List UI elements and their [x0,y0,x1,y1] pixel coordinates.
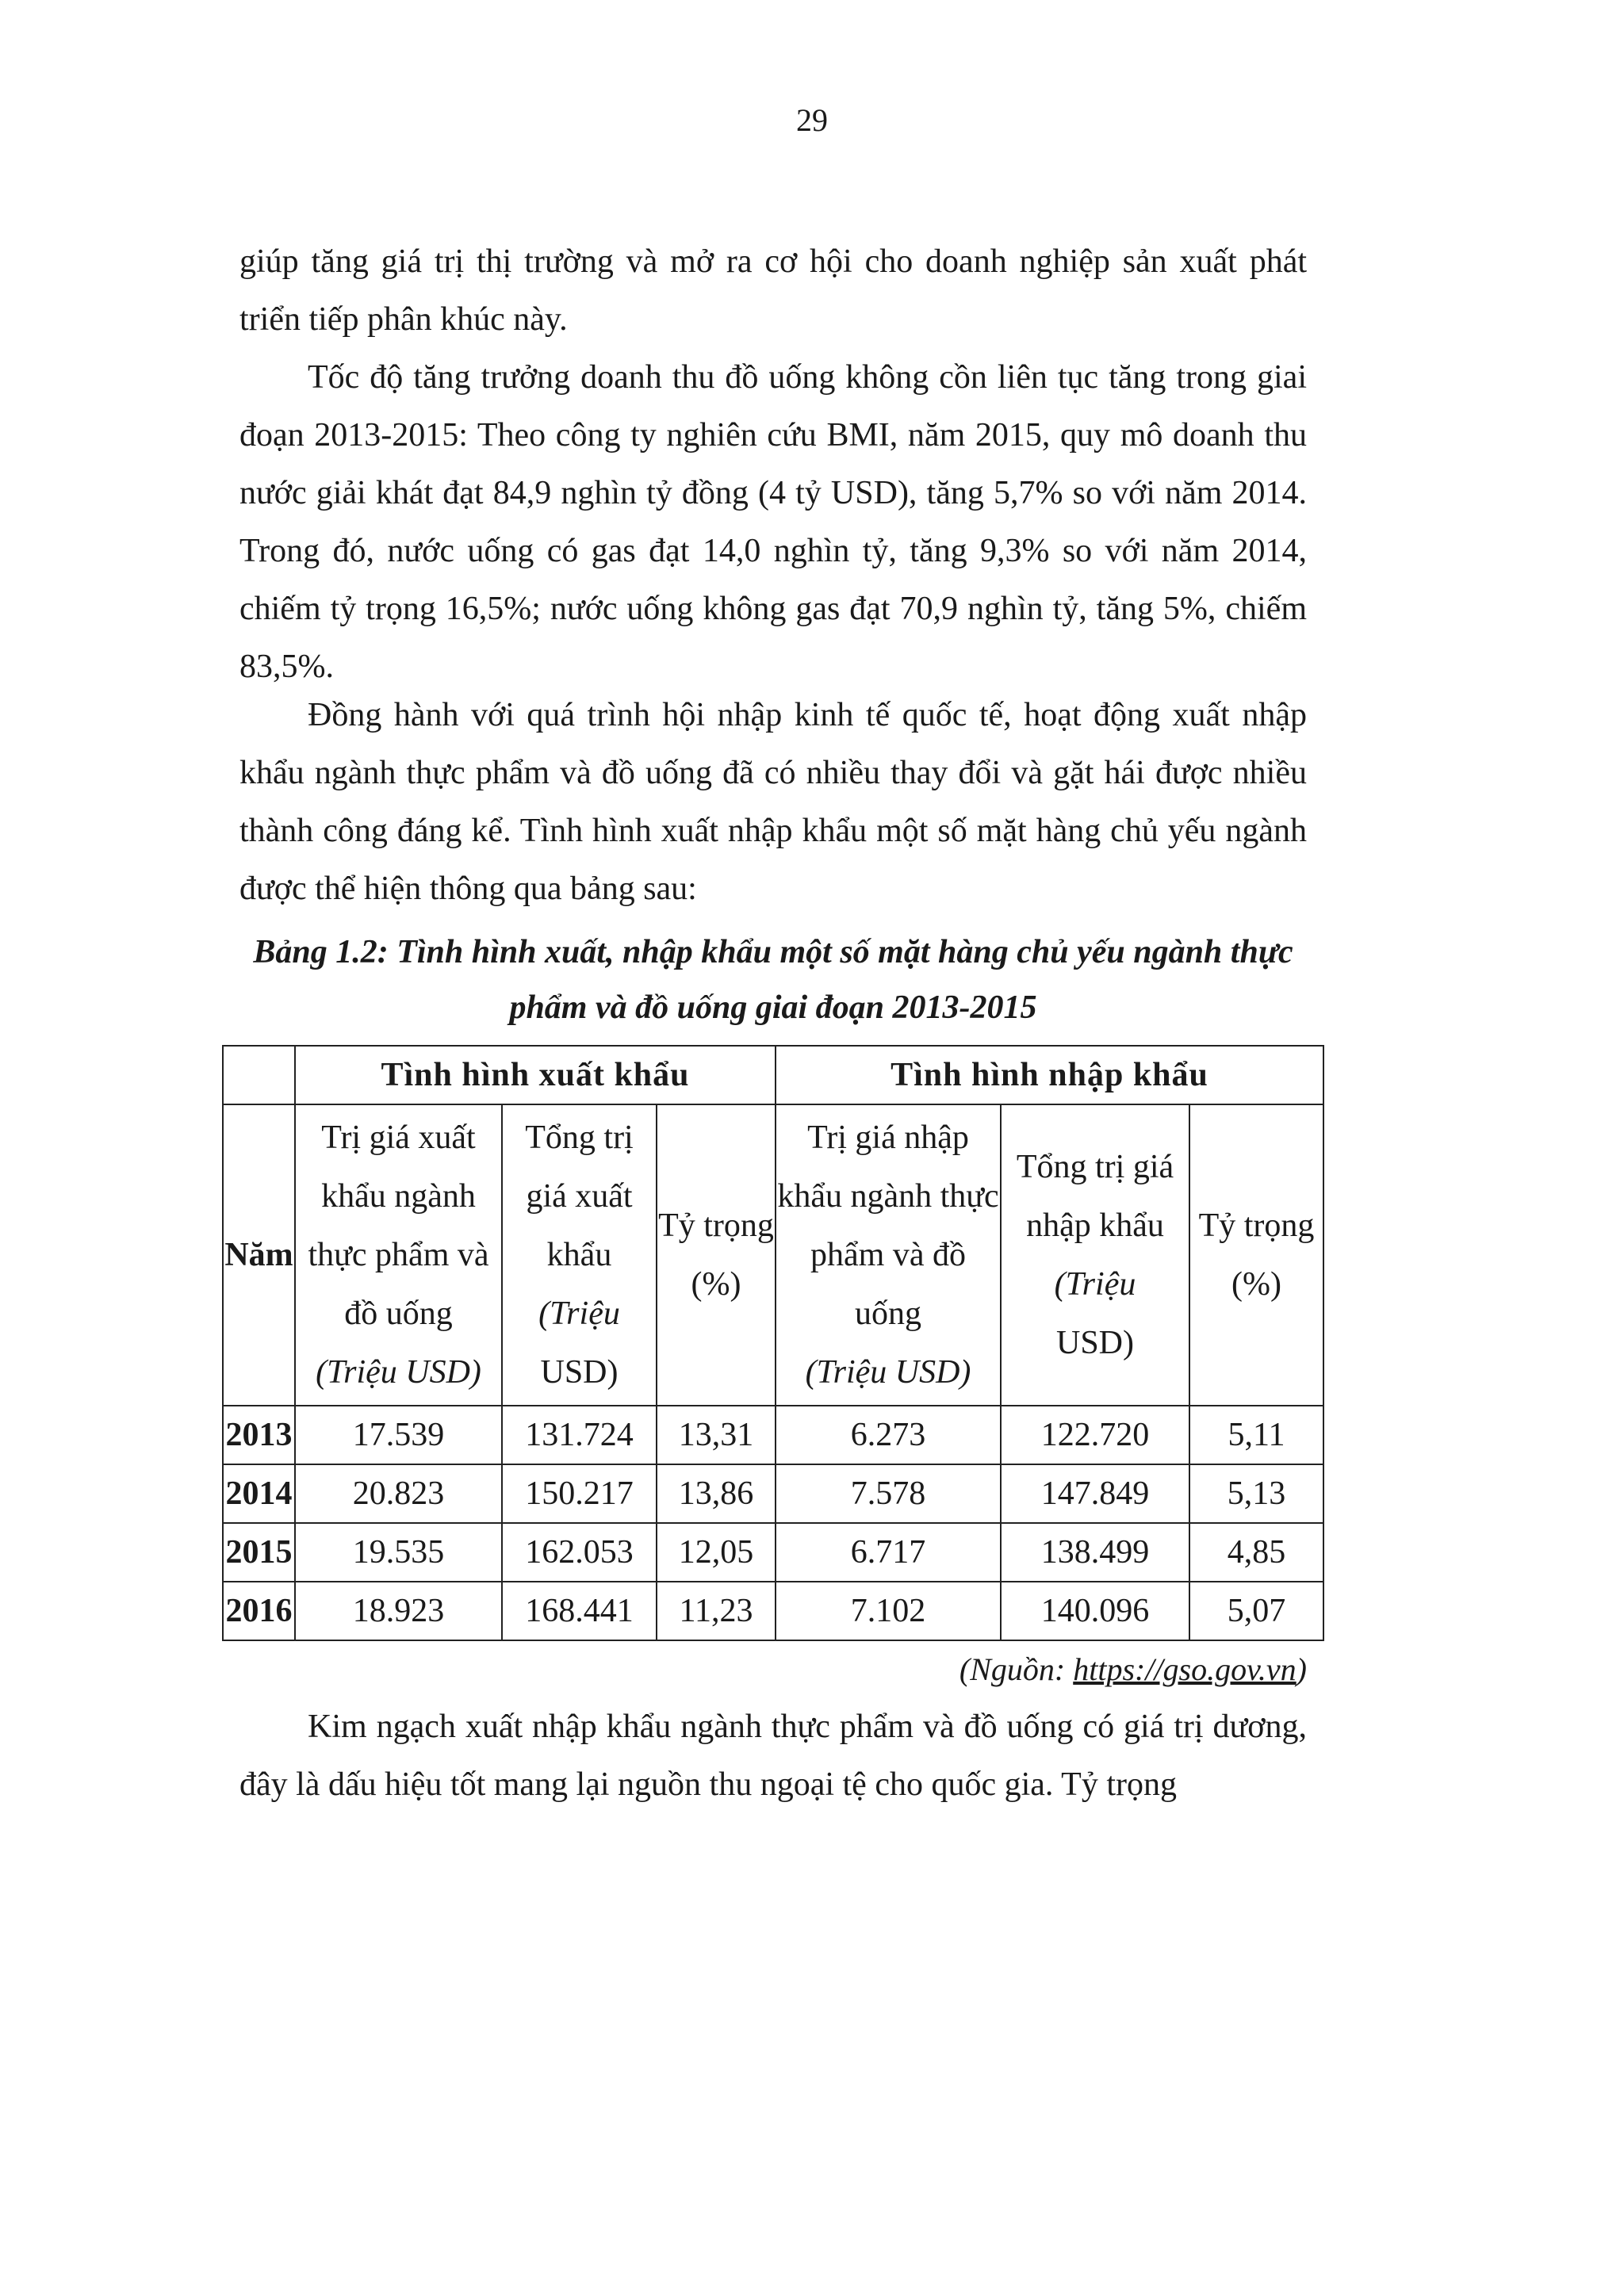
import-total-header-unit-plain: USD) [1055,1325,1134,1361]
table-source [239,1651,1307,1688]
table-row [223,1582,1323,1640]
year-cell: 2013 [223,1406,295,1464]
page-number: 29 [796,102,828,138]
import-food-cell: 7.102 [776,1582,1001,1640]
import-total-header-text: Tổng trị giá nhập khẩu [1016,1149,1174,1244]
export-food-header-unit: (Triệu USD) [316,1354,481,1391]
paragraph-1-text: giúp tăng giá trị thị trường và mở ra cơ hội cho doanh nghiệp sản xuất phát triển tiếp phân khúc này. [239,243,1307,338]
export-food-cell: 19.535 [295,1523,502,1582]
import-share-cell: 5,13 [1189,1464,1323,1523]
export-food-column-header [295,1104,502,1406]
import-share-cell: 5,11 [1189,1406,1323,1464]
export-share-column-header [657,1104,776,1406]
import-share-column-header [1189,1104,1323,1406]
export-total-cell: 162.053 [502,1523,657,1582]
year-cell: 2015 [223,1523,295,1582]
export-group-header: Tình hình xuất khẩu [295,1046,776,1104]
year-column-header: Năm [223,1104,295,1406]
table-group-header-row [223,1046,1323,1104]
export-total-column-header [502,1104,657,1406]
export-total-cell: 131.724 [502,1406,657,1464]
source-suffix: ) [1296,1651,1307,1687]
import-food-cell: 6.717 [776,1523,1001,1582]
table-row [223,1406,1323,1464]
import-food-column-header [776,1104,1001,1406]
year-cell: 2016 [223,1582,295,1640]
export-total-header-text: Tổng trị giá xuất khẩu [525,1119,634,1273]
export-share-cell: 11,23 [657,1582,776,1640]
table-caption-line-2: phẩm và đồ uống giai đoạn 2013-2015 [509,989,1037,1026]
export-share-cell: 12,05 [657,1523,776,1582]
import-group-header: Tình hình nhập khẩu [776,1046,1323,1104]
import-share-header-text: Tỷ trọng [1198,1207,1315,1244]
import-share-header-unit: (%) [1231,1266,1281,1303]
paragraph-4-text: Kim ngạch xuất nhập khẩu ngành thực phẩm và đồ uống có giá trị dương, đây là dấu hiệu tốt mang lại nguồn thu ngoại tệ cho quốc gia. Tỷ trọng [239,1709,1307,1803]
source-prefix: (Nguồn: [959,1651,1074,1687]
export-share-cell: 13,86 [657,1464,776,1523]
export-food-cell: 18.923 [295,1582,502,1640]
paragraph-2 [239,349,1307,696]
import-total-header-unit-italic: (Triệu [1054,1266,1136,1303]
export-share-header-text: Tỷ trọng [658,1207,774,1244]
year-cell: 2014 [223,1464,295,1523]
export-share-cell: 13,31 [657,1406,776,1464]
export-total-header-unit-italic: (Triệu [538,1295,620,1332]
export-food-header-text: Trị giá xuất khẩu ngành thực phẩm và đồ uống [308,1119,489,1332]
import-food-cell: 6.273 [776,1406,1001,1464]
export-total-cell: 168.441 [502,1582,657,1640]
import-total-cell: 147.849 [1001,1464,1189,1523]
import-food-cell: 7.578 [776,1464,1001,1523]
table-caption-line-1: Bảng 1.2: Tình hình xuất, nhập khẩu một số mặt hàng chủ yếu ngành thực [253,934,1293,970]
trade-table [222,1045,1324,1641]
import-total-cell: 122.720 [1001,1406,1189,1464]
import-total-cell: 138.499 [1001,1523,1189,1582]
export-total-cell: 150.217 [502,1464,657,1523]
export-food-cell: 17.539 [295,1406,502,1464]
export-share-header-unit: (%) [691,1266,741,1303]
import-total-column-header [1001,1104,1189,1406]
paragraph-2-text: Tốc độ tăng trưởng doanh thu đồ uống không cồn liên tục tăng trong giai đoạn 2013-2015: Theo công ty nghiên cứu BMI, năm 2015, quy mô doanh thu nước giải khát đạt 84,9 nghìn tỷ đồng (4 tỷ USD), tăng 5,7% so với năm 2014. Trong đó, nước uống có gas đạt 14,0 nghìn tỷ, tăng 9,3% so với năm 2014, chiếm tỷ trọng 16,5%; nước uống không gas đạt 70,9 nghìn tỷ, tăng 5%, chiếm 83,5%. [239,359,1307,685]
table-row [223,1523,1323,1582]
import-share-cell: 5,07 [1189,1582,1323,1640]
table-row [223,1464,1323,1523]
paragraph-3 [239,687,1307,918]
paragraph-4 [239,1698,1307,1814]
table-column-header-row [223,1104,1323,1406]
import-share-cell: 4,85 [1189,1523,1323,1582]
export-food-cell: 20.823 [295,1464,502,1523]
table-caption [239,924,1307,1035]
paragraph-3-text: Đồng hành với quá trình hội nhập kinh tế quốc tế, hoạt động xuất nhập khẩu ngành thực phẩm và đồ uống đã có nhiều thay đổi và gặt hái được nhiều thành công đáng kể. Tình hình xuất nhập khẩu một số mặt hàng chủ yếu ngành được thể hiện thông qua bảng sau: [239,697,1307,907]
import-total-cell: 140.096 [1001,1582,1189,1640]
export-total-header-unit-plain: USD) [540,1354,619,1391]
source-link[interactable]: https://gso.gov.vn [1073,1651,1297,1687]
import-food-header-unit: (Triệu USD) [805,1354,971,1391]
paragraph-1 [239,233,1307,349]
import-food-header-text: Trị giá nhập khẩu ngành thực phẩm và đồ uống [777,1119,999,1332]
table-corner-cell [223,1046,295,1104]
